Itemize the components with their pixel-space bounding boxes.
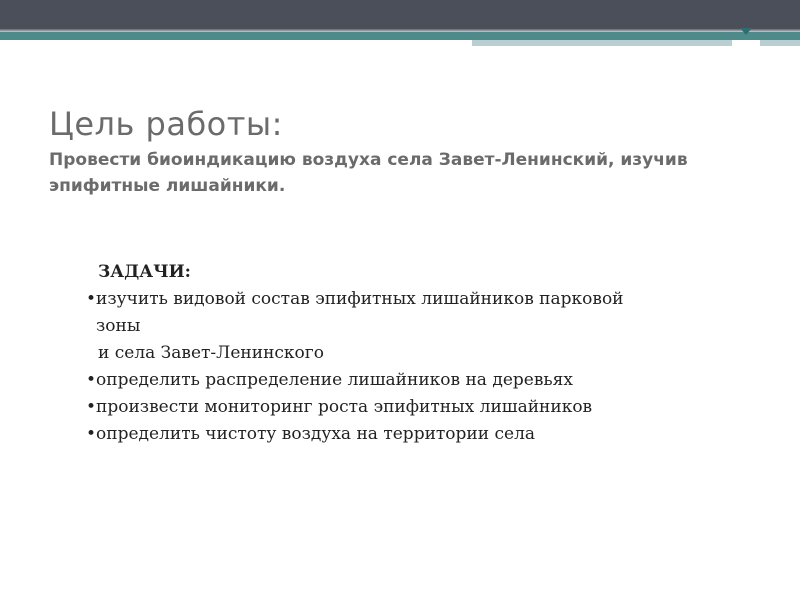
slide-title: Цель работы: [49,105,283,143]
accent-substrip-right [760,40,800,46]
task-item-continuation: и села Завет-Ленинского [98,343,324,363]
accent-strip [0,32,800,40]
task-item: •произвести мониторинг роста эпифитных лишайников [86,397,593,417]
task-item: •определить распределение лишайников на деревьях [86,370,573,390]
accent-arrow-icon [740,28,752,35]
slide-subtitle: Провести биоиндикацию воздуха села Завет-Ленинский, изучив эпифитные лишайники. [49,150,688,196]
accent-substrip-left [472,40,732,46]
tasks-block [86,259,766,448]
task-item-continuation: зоны [96,316,141,336]
task-item: •изучить видовой состав эпифитных лишайников парковой [86,289,624,309]
top-bar [0,0,800,28]
tasks-heading: ЗАДАЧИ: [98,262,191,282]
task-item: •определить чистоту воздуха на территории села [86,424,536,444]
